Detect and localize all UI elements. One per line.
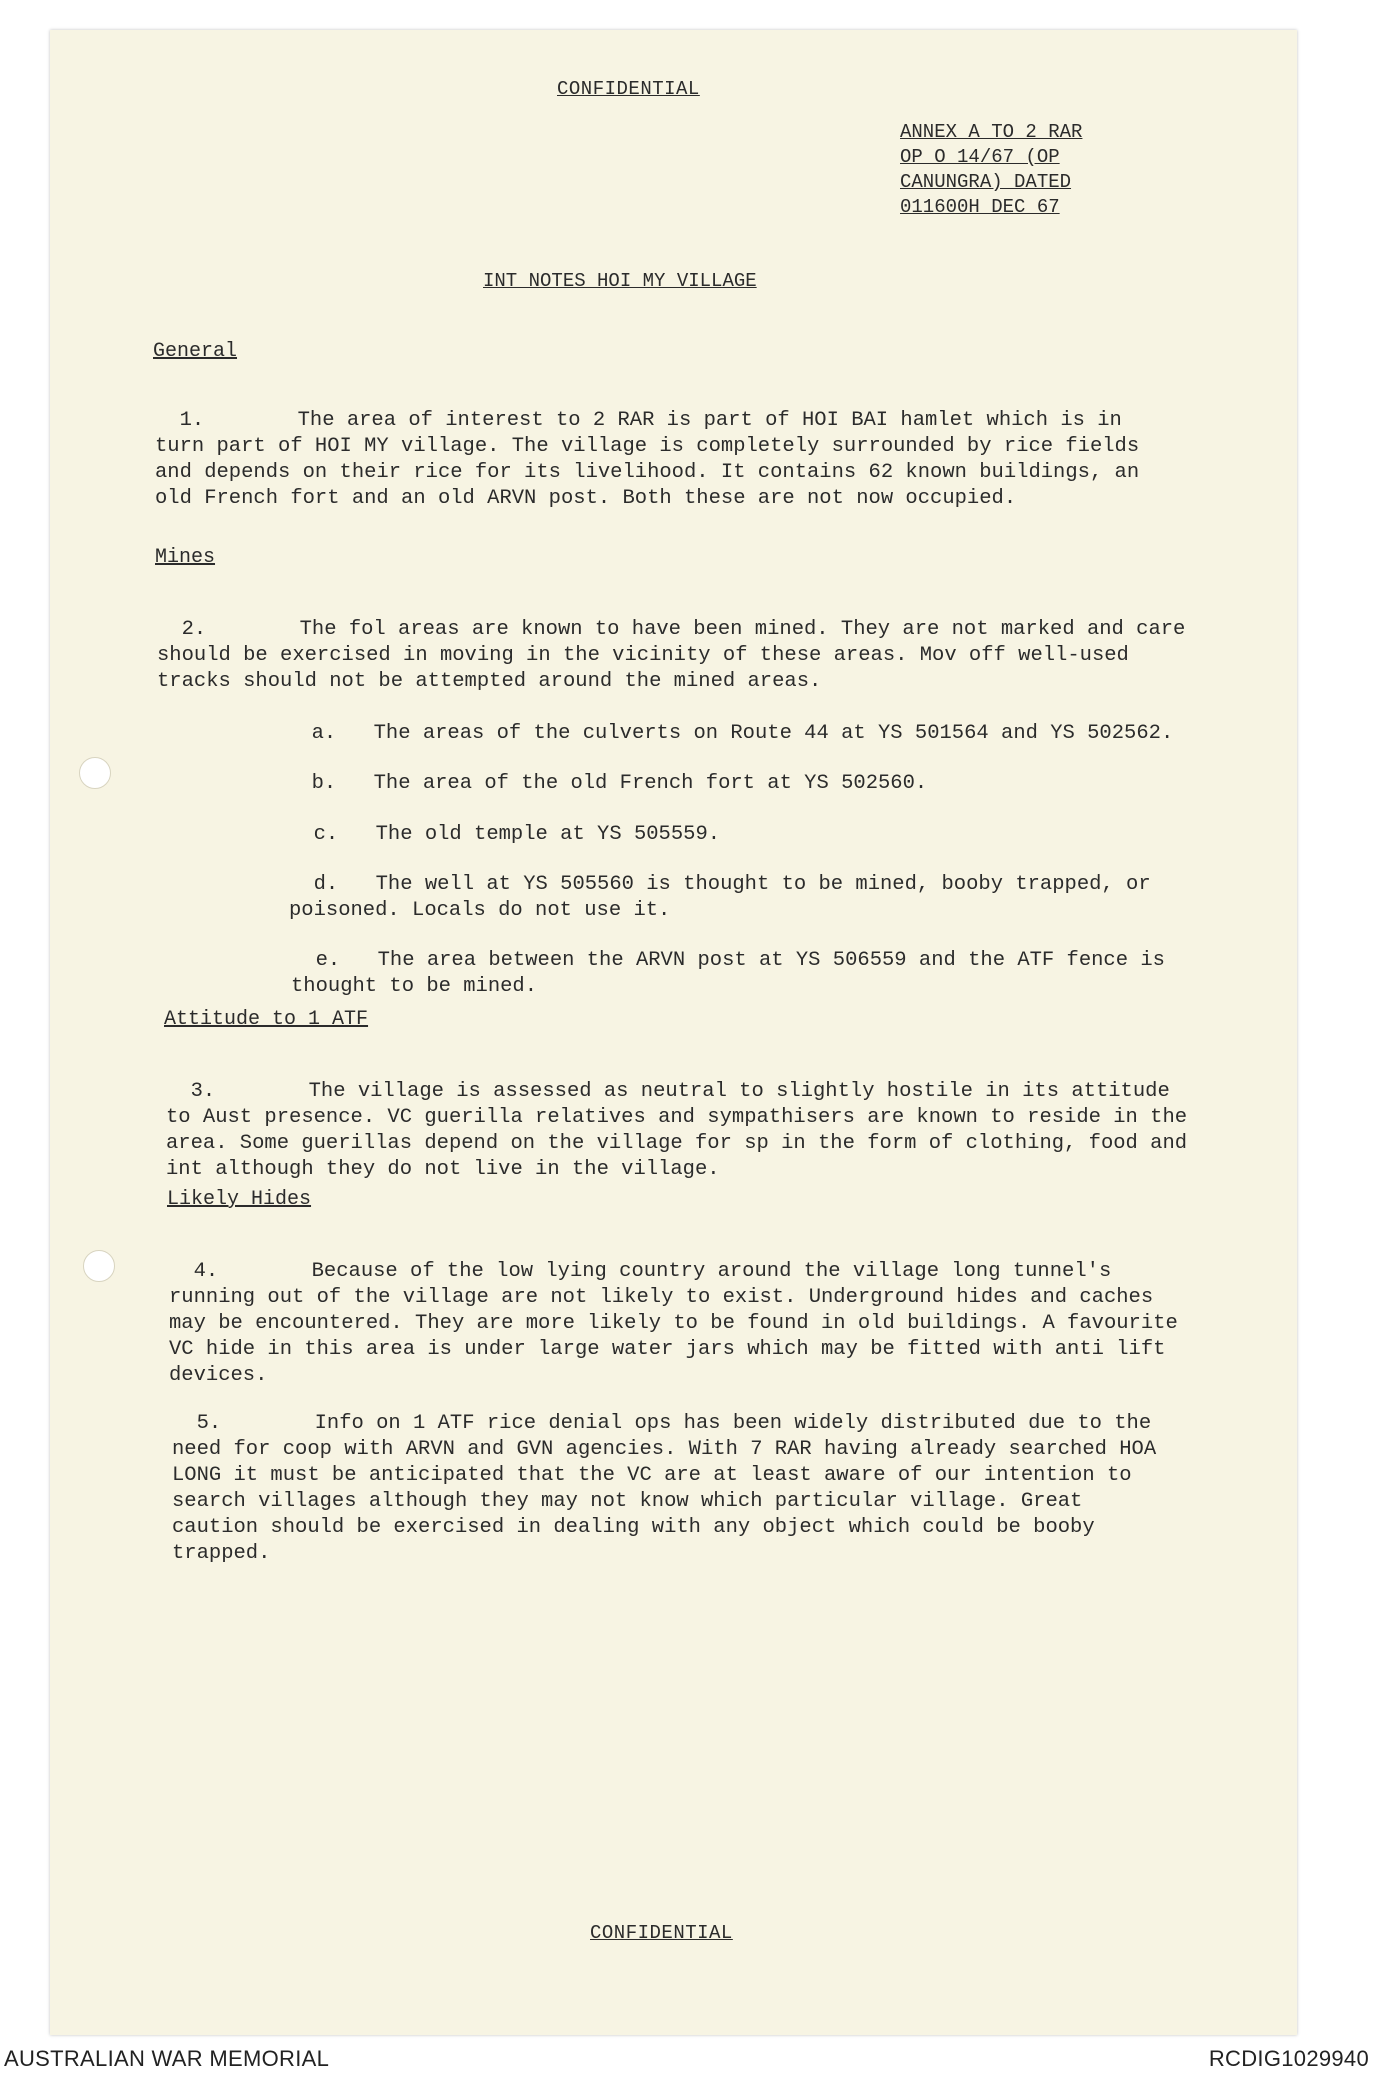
paragraph-text: Info on 1 ATF rice denial ops has been widely distributed due to the need for coop with ARVN and GVN agencies. With 7 RAR having already searched HOA LONG it must be anticipated that the VC are at least aware of our intention to search villages although they may not know which particular village. Great caution should be exercised in dealing with any object which could be booby trapped.	[172, 1412, 1169, 1565]
punch-hole-bottom	[83, 1250, 115, 1282]
annex-line: CANUNGRA) DATED	[900, 171, 1072, 193]
source-credit: AUSTRALIAN WAR MEMORIAL	[4, 2046, 330, 2071]
heading-likely-hides: Likely Hides	[167, 1188, 312, 1211]
item-text: The area of the old French fort at YS 502560.	[373, 772, 928, 795]
mined-area-item	[289, 846, 1169, 924]
item-text: The well at YS 505560 is thought to be mined, booby trapped, or poisoned. Locals do not use it.	[289, 873, 1163, 922]
annex-reference	[900, 120, 1082, 220]
paragraph-number: 4.	[193, 1260, 219, 1283]
paragraph-number: 5.	[196, 1412, 222, 1435]
annex-line: 011600H DEC 67	[900, 196, 1060, 218]
item-text: The old temple at YS 505559.	[375, 823, 721, 846]
mined-area-item	[289, 796, 1189, 848]
paragraph-1	[155, 382, 1152, 512]
paragraph-4	[169, 1233, 1199, 1389]
mined-area-item	[291, 922, 1178, 1000]
item-text: The areas of the culverts on Route 44 at YS 501564 and YS 502562.	[373, 722, 1174, 745]
item-letter: d.	[313, 873, 339, 896]
paragraph-text: The village is assessed as neutral to slightly hostile in its attitude to Aust presence. VC guerilla relatives and sympathisers are known to reside in the area. Some guerillas depend on the village for sp in the form of clothing, food and int although they do not live in the village.	[166, 1080, 1200, 1181]
paragraph-5	[172, 1385, 1172, 1567]
document-title: INT NOTES HOI MY VILLAGE	[483, 270, 757, 292]
paragraph-3	[166, 1053, 1200, 1183]
punch-hole-top	[79, 757, 111, 789]
annex-line: ANNEX A TO 2 RAR	[900, 121, 1083, 143]
paragraph-2	[157, 591, 1198, 695]
item-letter: e.	[315, 949, 341, 972]
paragraph-text: The area of interest to 2 RAR is part of HOI BAI hamlet which is in turn part of HOI MY village. The village is completely surrounded by rice fields and depends on their rice for its livelihood. It contains 62 known buildings, an old French fort and an old ARVN post. Both these are not now occupied.	[155, 409, 1152, 510]
record-id: RCDIG1029940	[1208, 2046, 1369, 2071]
classification-header: CONFIDENTIAL	[557, 78, 700, 100]
item-letter: c.	[313, 823, 339, 846]
heading-mines: Mines	[155, 546, 216, 569]
paragraph-text: The fol areas are known to have been mined. They are not marked and care should be exercised in moving in the vicinity of these areas. Mov off well-used tracks should not be attempted around the mined areas.	[157, 618, 1198, 693]
document-page	[50, 30, 1297, 2035]
heading-attitude: Attitude to 1 ATF	[164, 1008, 369, 1031]
item-letter: b.	[311, 772, 337, 795]
item-letter: a.	[311, 722, 337, 745]
item-text: The area between the ARVN post at YS 506559 and the ATF fence is thought to be mined.	[291, 949, 1178, 998]
classification-footer: CONFIDENTIAL	[590, 1922, 733, 1944]
mined-area-item	[287, 745, 1187, 797]
annex-line: OP O 14/67 (OP	[900, 146, 1060, 168]
heading-general: General	[153, 340, 238, 363]
paragraph-text: Because of the low lying country around the village long tunnel's running out of the village are not likely to exist. Underground hides and caches may be encountered. They are more likely to be found in old buildings. A favourite VC hide in this area is under large water jars which may be fitted with anti lift devices.	[169, 1260, 1191, 1387]
paragraph-number: 3.	[190, 1080, 216, 1103]
paragraph-number: 1.	[179, 409, 205, 432]
mined-area-item	[287, 695, 1187, 747]
paragraph-number: 2.	[181, 618, 207, 641]
